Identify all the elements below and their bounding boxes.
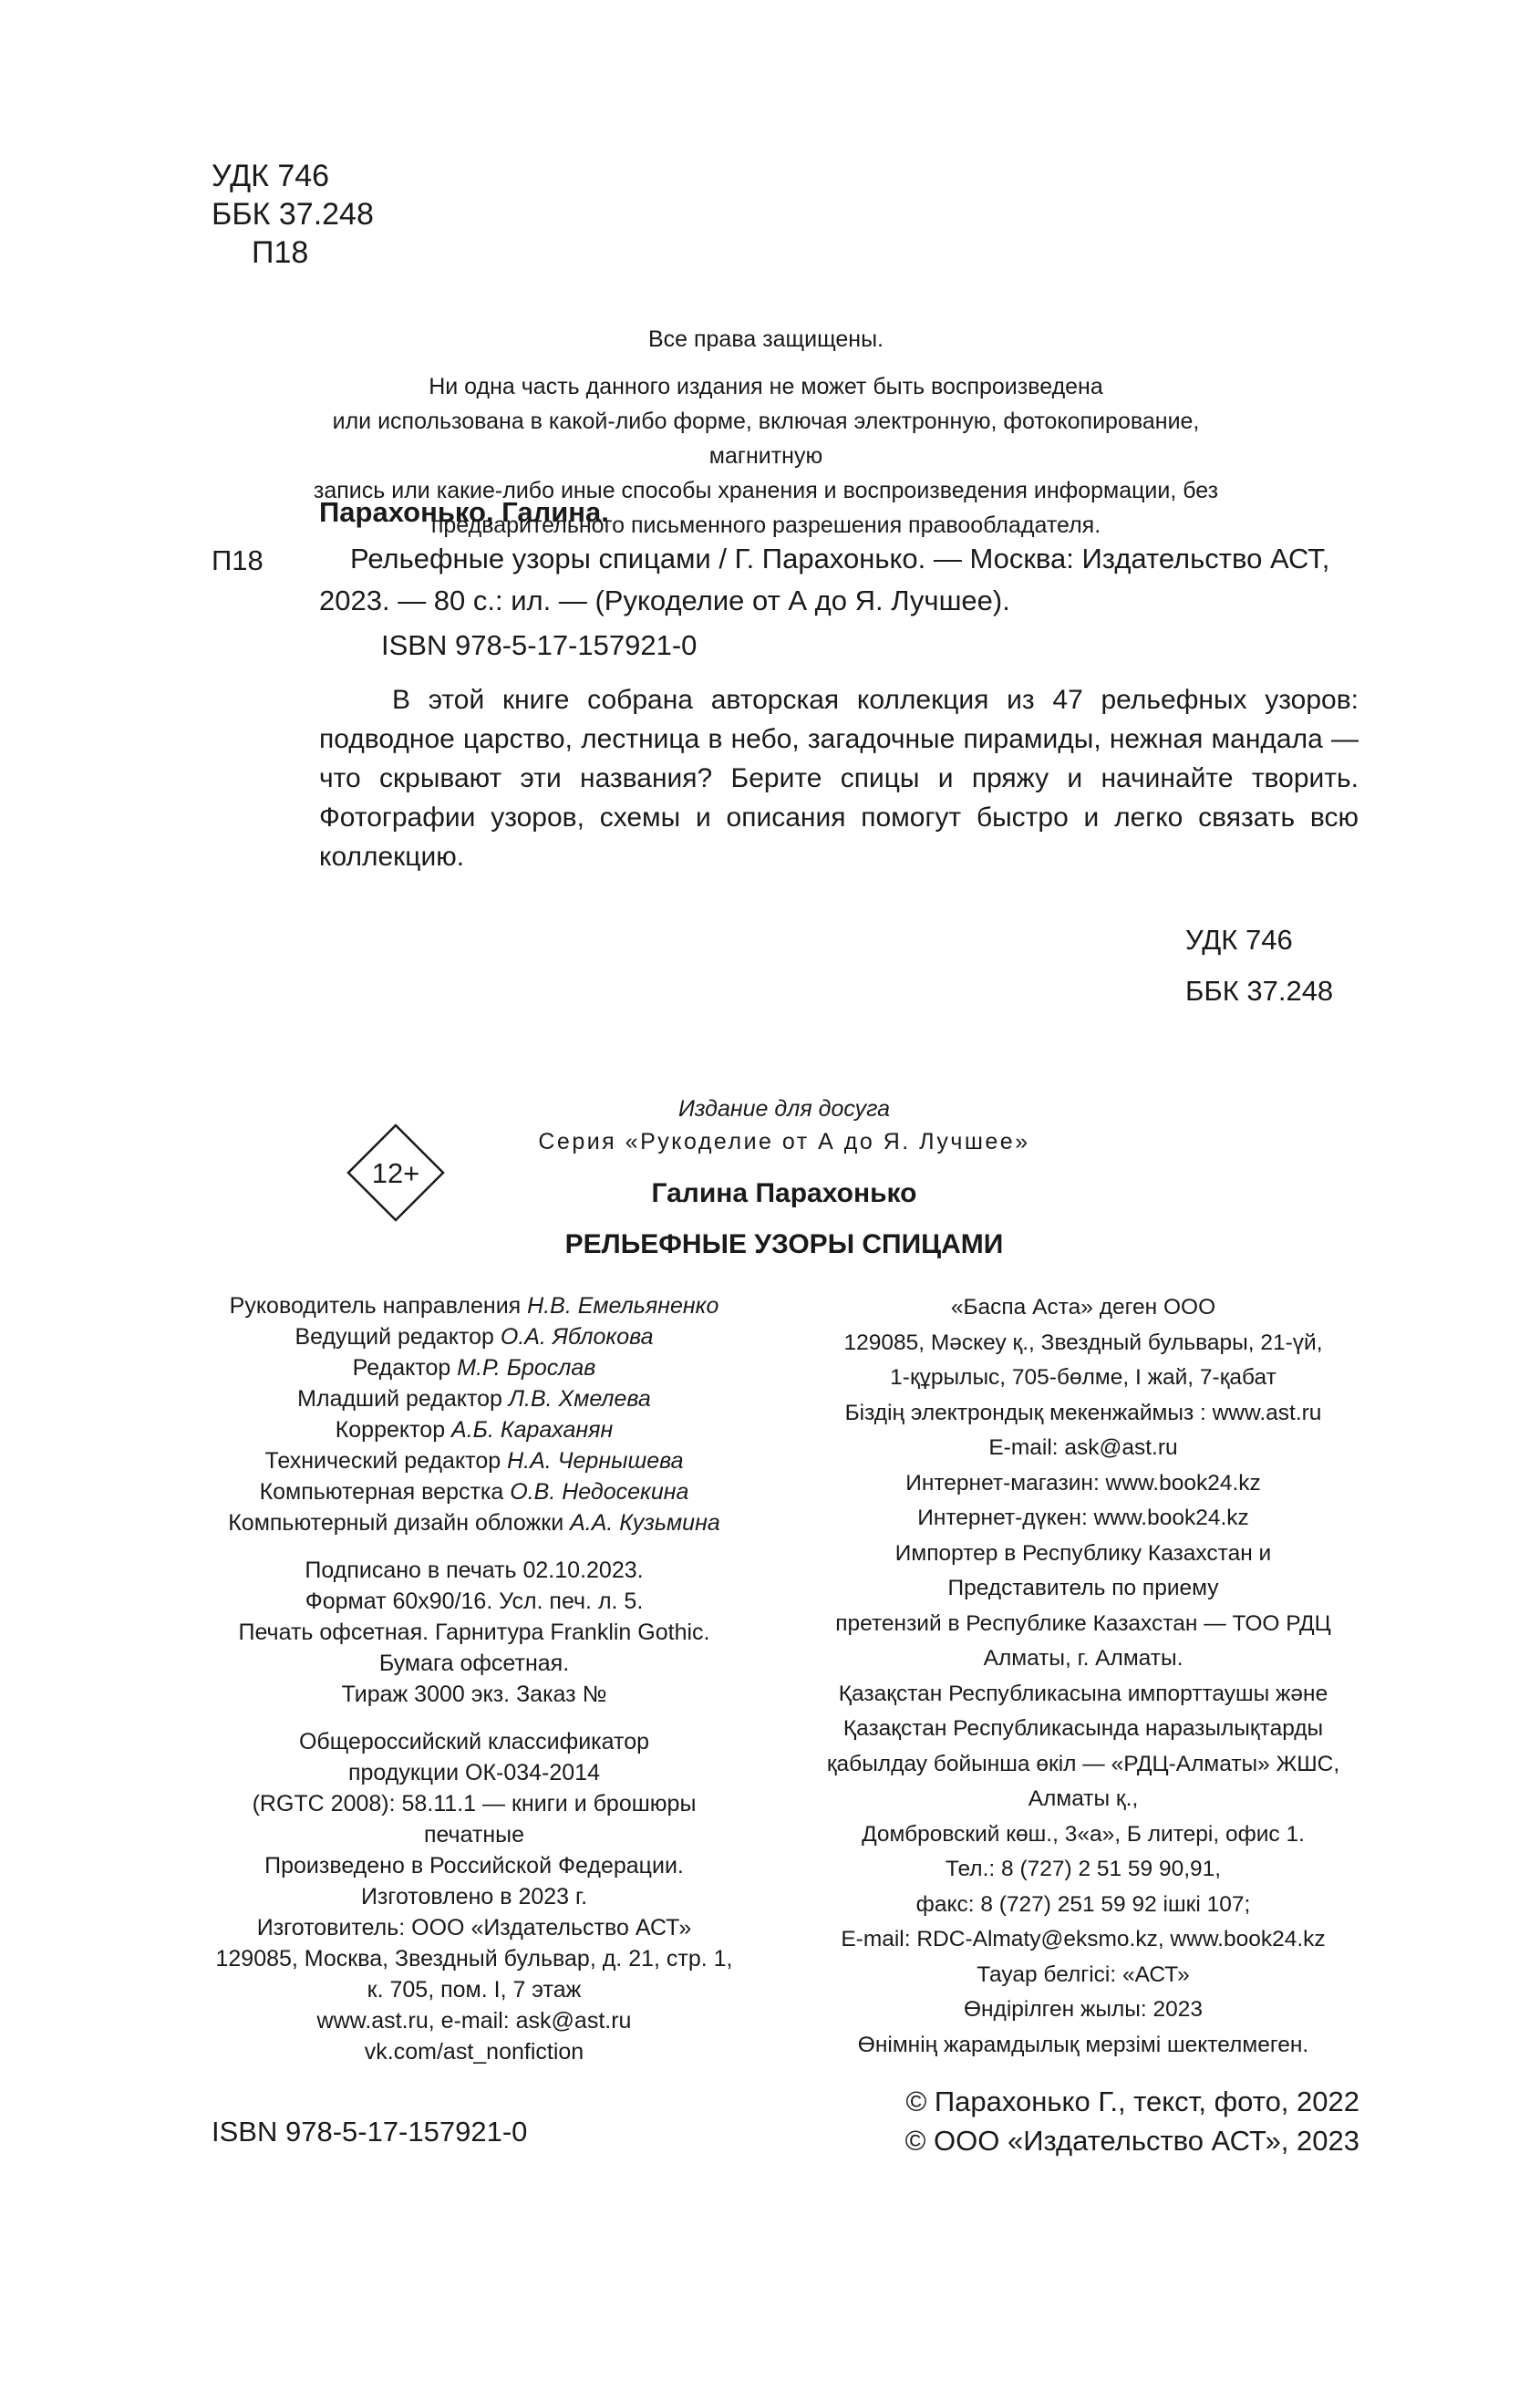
kz-line: E-mail: ask@ast.ru (988, 1435, 1178, 1460)
bib-author: Парахонько, Галина. (319, 496, 609, 528)
manufacturer-info (182, 1726, 766, 2067)
rights-line: или использована в какой-либо форме, включая электронную, фотокопирование, магнитную (332, 409, 1200, 469)
isbn-bottom: ISBN 978-5-17-157921-0 (212, 2116, 528, 2148)
staff-role: Руководитель направления (229, 1293, 522, 1319)
manufacturer-line: к. 705, пом. I, 7 этаж (367, 1977, 582, 2003)
udk-code: УДК 746 (1185, 924, 1293, 956)
kz-line: E-mail: RDC-Almaty@eksmo.kz, www.book24.kz (841, 1927, 1326, 1951)
staff-role: Младший редактор (297, 1386, 502, 1412)
kz-line: Тауар белгісі: «АСТ» (977, 1961, 1190, 1987)
rights-line: предварительного письменного разрешения правообладателя. (430, 512, 1101, 538)
staff-name: А.Б. Караханян (451, 1417, 614, 1443)
kz-line: Алматы қ., (1028, 1786, 1139, 1811)
rights-line: Ни одна часть данного издания не может быть воспроизведена (429, 374, 1103, 399)
print-line: Тираж 3000 экз. Заказ № (341, 1682, 607, 1707)
manufacturer-line: продукции ОК-034-2014 (347, 1760, 600, 1785)
copyright-block (905, 2082, 1359, 2160)
bib-line-2: 2023. — 80 с.: ил. — (Рукоделие от А до Я. Лучшее). (319, 585, 1010, 616)
staff-item (182, 1321, 766, 1352)
print-line: Бумага офсетная. (378, 1651, 570, 1676)
imprint-left-column (182, 1290, 766, 2084)
staff-role: Ведущий редактор (295, 1324, 494, 1350)
print-line: Формат 60x90/16. Усл. печ. л. 5. (305, 1589, 644, 1614)
copyright-line: © ООО «Издательство АСТ», 2023 (904, 2125, 1359, 2157)
kz-line: 129085, Мәскеу қ., Звездный бульвары, 21-үй, (843, 1330, 1323, 1355)
kz-line: Өндірілген жылы: 2023 (963, 1997, 1204, 2022)
staff-item (182, 1383, 766, 1414)
rights-heading: Все права защищены. (647, 326, 884, 352)
manufacturer-line: печатные (423, 1822, 525, 1848)
print-line: Печать офсетная. Гарнитура Franklin Gothic. (238, 1620, 710, 1645)
kz-line: Тел.: 8 (727) 2 51 59 90,91, (945, 1857, 1222, 1881)
edition-type: Издание для досуга (677, 1096, 891, 1122)
copyright-line: © Парахонько Г., текст, фото, 2022 (905, 2086, 1359, 2117)
staff-name: О.В. Недосекина (510, 1479, 689, 1505)
book-title: РЕЛЬЕФНЫЕ УЗОРЫ СПИЦАМИ (564, 1229, 1004, 1259)
print-info (182, 1555, 766, 1710)
staff-name: О.А. Яблокова (500, 1324, 654, 1350)
kz-line: Домбровский көш., 3«а», Б литері, офис 1. (862, 1821, 1305, 1847)
top-classification-codes (212, 157, 374, 272)
manufacturer-line: Произведено в Российской Федерации. (264, 1853, 684, 1879)
staff-item (182, 1445, 766, 1476)
bib-line-1: Рельефные узоры спицами / Г. Парахонько. — Москва: Издательство АСТ, (350, 543, 1330, 574)
series-name: Серия «Рукоделие от А до Я. Лучшее» (538, 1129, 1030, 1154)
author-name: Галина Парахонько (651, 1178, 917, 1208)
kz-line: факс: 8 (727) 251 59 92 ішкі 107; (915, 1891, 1251, 1917)
udk-code: УДК 746 (212, 159, 330, 193)
staff-role: Редактор (352, 1355, 451, 1381)
kz-line: Представитель по приему (947, 1576, 1219, 1600)
print-line: Подписано в печать 02.10.2023. (305, 1558, 644, 1583)
staff-name: Н.А. Чернышева (507, 1448, 684, 1474)
manufacturer-line: (RGTC 2008): 58.11.1 — книги и брошюры (252, 1791, 697, 1817)
kz-line: Қазақстан Республикасында наразылықтарды (842, 1716, 1324, 1741)
manufacturer-line: vk.com/ast_nonfiction (364, 2039, 584, 2065)
bib-description (319, 538, 1338, 622)
manufacturer-line: Изготовлено в 2023 г. (360, 1884, 588, 1910)
kz-line: претензий в Республике Казахстан — ТОО РДЦ (835, 1610, 1331, 1636)
staff-name: А.А. Кузьмина (570, 1510, 720, 1536)
staff-item (182, 1476, 766, 1507)
bbk-code: ББК 37.248 (1185, 975, 1334, 1007)
kz-line: Алматы, г. Алматы. (983, 1646, 1183, 1671)
bottom-classification-codes (1185, 915, 1333, 1017)
bib-isbn: ISBN 978-5-17-157921-0 (381, 629, 698, 661)
staff-role: Корректор (335, 1417, 446, 1443)
kz-line: Импортер в Республику Казахстан и (894, 1540, 1272, 1566)
kz-line: Біздің электрондық мекенжаймыз : www.ast.ru (844, 1400, 1322, 1425)
staff-name: М.Р. Брослав (457, 1355, 596, 1381)
imprint-right-column (791, 1290, 1375, 2063)
manufacturer-line: 129085, Москва, Звездный бульвар, д. 21, стр. 1, (215, 1946, 733, 1972)
kz-line: «Баспа Аста» деген ООО (950, 1295, 1216, 1320)
kz-line: Интернет-магазин: www.book24.kz (905, 1470, 1261, 1496)
manufacturer-line: www.ast.ru, e-mail: ask@ast.ru (316, 2008, 632, 2034)
staff-item (182, 1290, 766, 1321)
staff-item (182, 1414, 766, 1445)
staff-list (182, 1290, 766, 1538)
bbk-code: ББК 37.248 (212, 197, 374, 232)
kz-line: Қазақстан Республикасына импорттаушы және (838, 1681, 1328, 1706)
staff-role: Технический редактор (264, 1448, 501, 1474)
bib-code: П18 (212, 544, 264, 576)
age-rating-label: 12+ (371, 1157, 420, 1189)
staff-name: Л.В. Хмелева (508, 1386, 651, 1412)
staff-item (182, 1352, 766, 1383)
kz-line: Өнімнің жарамдылық мерзімі шектелмеген. (857, 2032, 1309, 2057)
annotation: В этой книге собрана авторская коллекция из 47 рельефных узоров: подводное царство, лестница в небо, загадочные пирамиды, нежная мандала — что скрывают эти названия? Берите спицы и пряжу и начинайте творить. Фотографии узоров, схемы и описания помогут быстро и легко связать всю коллекцию. (319, 685, 1359, 872)
staff-role: Компьютерный дизайн обложки (228, 1510, 564, 1536)
kz-line: 1-құрылыс, 705-бөлме, I жай, 7-қабат (890, 1365, 1276, 1390)
manufacturer-line: Изготовитель: ООО «Издательство АСТ» (256, 1915, 692, 1941)
kz-line: Интернет-дүкен: www.book24.kz (917, 1506, 1249, 1530)
rights-line: запись или какие-либо иные способы хранения и воспроизведения информации, без (313, 478, 1219, 503)
staff-role: Компьютерная верстка (259, 1479, 504, 1505)
manufacturer-line: Общероссийский классификатор (298, 1729, 650, 1754)
kz-line: қабылдау бойынша өкіл — «РДЦ-Алматы» ЖШС, (826, 1751, 1340, 1776)
staff-item (182, 1507, 766, 1538)
author-code: П18 (252, 235, 309, 270)
staff-name: Н.В. Емельяненко (527, 1293, 719, 1319)
